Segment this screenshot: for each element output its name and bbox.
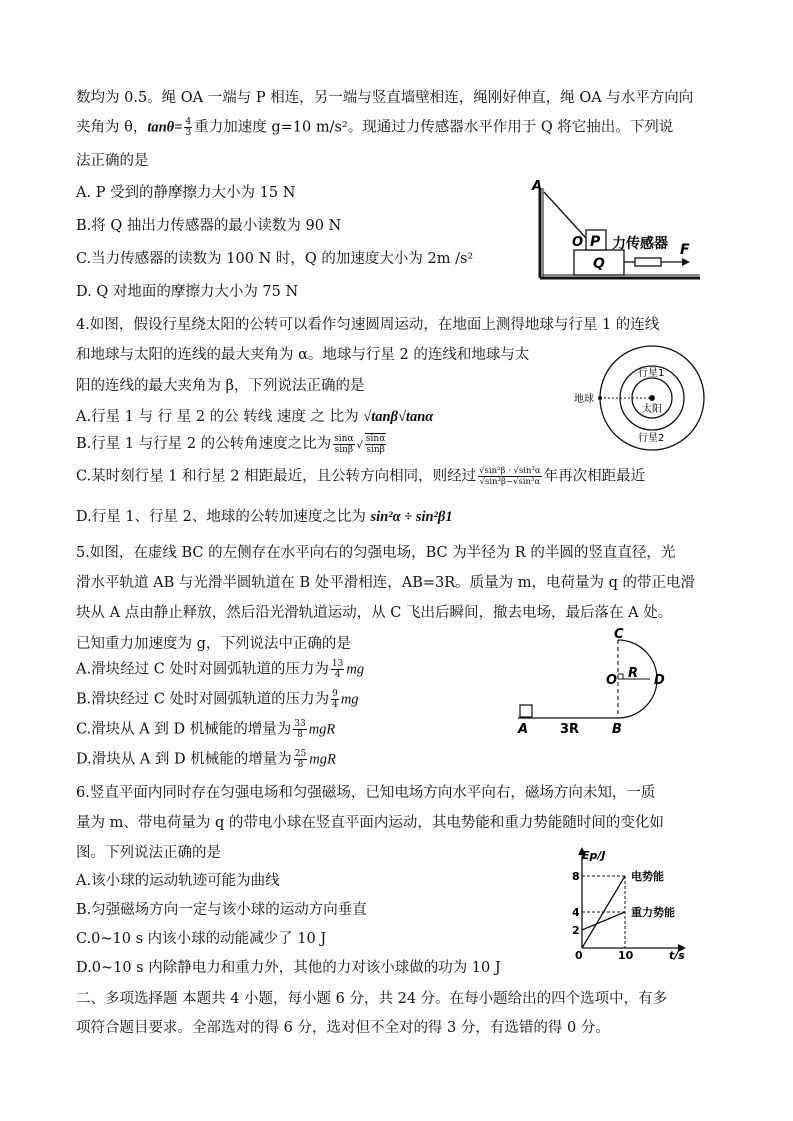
q3-option-d: D. Q 对地面的摩擦力大小为 75 N (76, 284, 299, 300)
q5-line-3: 块从 A 点由静止释放，然后沿光滑轨道运动，从 C 飞出后瞬间，撤去电场，最后落在 A 处。 (76, 605, 673, 621)
label-f: F (680, 242, 690, 258)
y-tick-2: 2 (572, 924, 580, 937)
x-tick-10: 10 (618, 949, 634, 962)
series-label-potential: 电势能 (631, 870, 664, 883)
q5-line-4: 已知重力加速度为 g，下列说法中正确的是 (76, 636, 351, 652)
label-r: R (628, 666, 639, 681)
label-c: C (614, 627, 624, 642)
q6-line-2: 量为 m、带电荷量为 q 的带电小球在竖直平面内运动，其电势能和重力势能随时间的变化如 (76, 815, 664, 831)
label-p: P (590, 234, 601, 250)
q5-option-c: C.滑块从 A 到 D 机械能的增量为 $\frac{33}{8}$ mgR (76, 719, 336, 740)
q5-option-a: A.滑块经过 C 处时对圆弧轨道的压力为 $\frac{13}{4}$ mg (76, 659, 365, 680)
series-label-gravity: 重力势能 (631, 906, 675, 919)
section-2-line-1: 二、多项选择题 本题共 4 小题，每小题 6 分，共 24 分。在每小题给出的四个选项中，有多 (76, 991, 668, 1007)
q3-line-3: 法正确的是 (76, 153, 149, 169)
q5-option-d: D.滑块从 A 到 D 机械能的增量为 $\frac{25}{8}$ mgR (76, 749, 336, 770)
label-planet2: 行星2 (638, 433, 665, 444)
q3-option-b: B.将 Q 抽出力传感器的最小读数为 90 N (76, 218, 342, 234)
q6-line-3: 图。下列说法正确的是 (76, 845, 221, 861)
q3-line-2: 夹角为 θ，tanθ= $\frac{4}{3}$ 重力加速度 g=10 m/s²。现通过力传感器水平作用于 Q 将它抽出。下列说 (76, 117, 674, 138)
q5-line-1: 5.如图，在虚线 BC 的左侧存在水平向右的匀强电场，BC 为半径为 R 的半圆的竖直直径，光 (76, 545, 676, 561)
label-earth: 地球 (574, 394, 594, 405)
label-q: Q (593, 256, 605, 272)
label-a: A (532, 179, 543, 194)
q6-figure (565, 845, 715, 960)
q5-line-2: 滑水平轨道 AB 与光滑半圆轨道在 B 处平滑相连，AB=3R。质量为 m，电荷量为 q 的带正电滑 (76, 575, 695, 591)
q4-figure (570, 342, 720, 452)
q6-option-a: A.该小球的运动轨迹可能为曲线 (76, 873, 280, 889)
q6-option-b: B.匀强磁场方向一定与该小球的运动方向垂直 (76, 902, 367, 918)
q4-option-d: D.行星 1、行星 2、地球的公转加速度之比为 sin²α ÷ sin²β1 (76, 509, 453, 525)
label-sun: 太阳 (642, 404, 662, 415)
y-tick-4: 4 (572, 906, 580, 919)
section-2-line-2: 项符合题目要求。全部选对的得 6 分，选对但不全对的得 3 分，有选错的得 0 分。 (76, 1020, 610, 1036)
tan-fraction: $\frac{4}{3}$ (185, 117, 192, 138)
x-tick-0: 0 (575, 949, 583, 962)
q4-option-c: C.某时刻行星 1 和行星 2 相距最近，且公转方向相同，则经过 $\frac{\text{√sin³β · √sin³α}}{\text{√sin³β−√sin³α}}$ 年再次相距最近 (76, 466, 646, 487)
q4-line-1: 4.如图，假设行星绕太阳的公转可以看作匀速圆周运动，在地面上测得地球与行星 1 的连线 (76, 317, 660, 333)
label-planet1: 行星1 (638, 368, 665, 379)
q6-option-c: C.0~10 s 内该小球的动能减少了 10 J (76, 931, 327, 947)
y-tick-8: 8 (572, 870, 580, 883)
q4-line-3: 阳的连线的最大夹角为 β，下列说法正确的是 (76, 378, 365, 394)
label-sensor: 力传感器 (612, 236, 668, 252)
q3-option-c: C.当力传感器的读数为 100 N 时，Q 的加速度大小为 2m /s² (76, 251, 474, 267)
q4-line-2: 和地球与太阳的连线的最大夹角为 α。地球与行星 2 的连线和地球与太 (76, 347, 530, 363)
y-axis-label: Ep/J (582, 849, 606, 862)
series-gravity-energy-line (582, 912, 625, 930)
q3-option-a: A. P 受到的静摩擦力大小为 15 N (76, 185, 296, 201)
label-ab: 3R (560, 722, 580, 737)
label-a: A (518, 722, 529, 737)
q3-figure (530, 178, 710, 283)
q3-line-1: 数均为 0.5。绳 OA 一端与 P 相连，另一端与竖直墙壁相连，绳刚好伸直，绳 OA 与水平方向向 (76, 90, 694, 106)
label-o: O (606, 673, 618, 688)
x-axis-label: t/s (669, 949, 685, 962)
q5-option-b: B.滑块经过 C 处时对圆弧轨道的压力为 $\frac{9}{4}$ mg (76, 689, 359, 710)
q6-option-d: D.0~10 s 内除静电力和重力外，其他的力对该小球做的功为 10 J (76, 960, 501, 976)
q6-line-1: 6.竖直平面内同时存在匀强电场和匀强磁场，已知电场方向水平向右，磁场方向未知，一质 (76, 785, 656, 801)
label-d: D (654, 673, 665, 688)
label-b: B (612, 722, 622, 737)
q5-figure (510, 628, 700, 740)
label-o: O (572, 235, 584, 250)
q4-option-b: B.行星 1 与行星 2 的公转角速度之比为 $\frac{\sin\alpha}{\sin\beta}$ √ $\frac{\sin\alpha}{\sin\beta}$ (76, 433, 386, 455)
q4-option-a: A.行星 1 与 行 星 2 的公 转线 速度 之 比为 √tanβ√tanα (76, 409, 434, 425)
